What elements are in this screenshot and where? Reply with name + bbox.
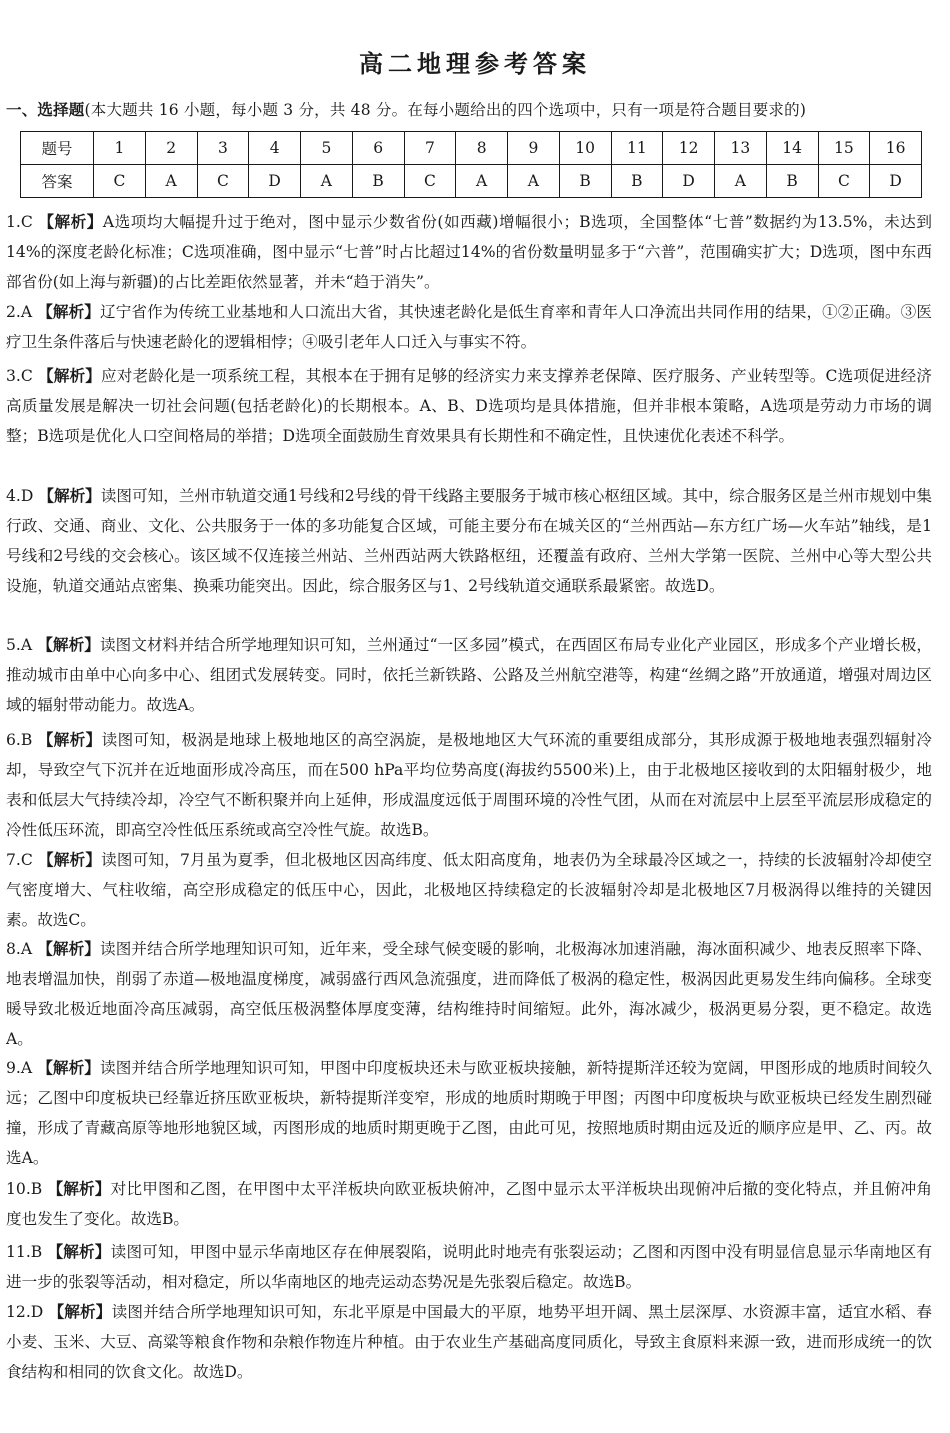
question-number: 2 [145, 132, 197, 165]
explanation-number: 7.C [6, 851, 33, 869]
analysis-tag: 【解析】 [47, 1243, 111, 1261]
row-label-answers: 答案 [21, 165, 94, 198]
explanation-text: 对比甲图和乙图，在甲图中太平洋板块向欧亚板块俯冲，乙图中显示太平洋板块出现俯冲后撤的变化特点，并且俯冲角度也发生了变化。故选B。 [6, 1180, 932, 1228]
explanation-text: A选项均大幅提升过于绝对，图中显示少数省份(如西藏)增幅很小；B选项，全国整体“七普”数据约为13.5%，未达到14%的深度老龄化标准；C选项准确，图中显示“七普”时占比超过14%的省份数量明显多于“六普”，范围确实扩大；D选项，图中东西部省份(如上海与新疆)的占比差距依然显著，并未“趋于消失”。 [6, 213, 932, 291]
explanation-item [0, 845, 950, 935]
explanation-text: 辽宁省作为传统工业基地和人口流出大省，其快速老龄化是低生育率和青年人口净流出共同作用的结果，①②正确。③医疗卫生条件落后与快速老龄化的逻辑相悖；④吸引老年人口迁入与事实不符。 [6, 303, 932, 351]
analysis-tag: 【解析】 [37, 940, 101, 958]
explanation-number: 5.A [6, 636, 33, 654]
section-heading: 一、选择题 [6, 101, 85, 119]
analysis-tag: 【解析】 [37, 731, 102, 749]
explanation-text: 读图并结合所学地理知识可知，近年来，受全球气候变暖的影响，北极海冰加速消融，海冰面积减少、地表反照率下降、地表增温加快，削弱了赤道—极地温度梯度，减弱盛行西风急流强度，进而降低了极涡的稳定性，极涡因此更易发生纬向偏移。全球变暖导致北极近地面冷高压减弱，高空低压极涡整体厚度变薄，结构维持时间缩短。此外，海冰减少，极涡更易分裂，更不稳定。故选A。 [6, 940, 932, 1048]
analysis-tag: 【解析】 [38, 487, 101, 505]
answer-cell: C [94, 165, 146, 198]
answer-cell: A [456, 165, 508, 198]
explanation-number: 8.A [6, 940, 33, 958]
analysis-tag: 【解析】 [38, 213, 103, 231]
question-number: 9 [508, 132, 560, 165]
answer-cell: A [508, 165, 560, 198]
explanation-item [0, 481, 950, 601]
explanation-number: 10.B [6, 1180, 43, 1198]
explanation-number: 9.A [6, 1059, 33, 1077]
explanation-text: 读图并结合所学地理知识可知，甲图中印度板块还未与欧亚板块接触，新特提斯洋还较为宽阔，甲图形成的地质时间较久远；乙图中印度板块已经靠近挤压欧亚板块，新特提斯洋变窄，形成的地质时期晚于甲图；丙图中印度板块与欧亚板块已经发生剧烈碰撞，形成了青藏高原等地形地貌区域，丙图形成的地质时期更晚于乙图，由此可见，按照地质时期由远及近的顺序应是甲、乙、丙。故选A。 [6, 1059, 932, 1167]
explanation-item [0, 207, 950, 297]
question-number: 14 [766, 132, 818, 165]
explanation-item [0, 1237, 950, 1297]
table-row-answers [21, 165, 922, 198]
explanation-text: 读图并结合所学地理知识可知，东北平原是中国最大的平原，地势平坦开阔、黑土层深厚、水资源丰富，适宜水稻、春小麦、玉米、大豆、高粱等粮食作物和杂粮作物连片种植。由于农业生产基础高度同质化，导致主食原料来源一致，进而形成统一的饮食结构和相同的饮食文化。故选D。 [6, 1303, 932, 1381]
explanation-number: 1.C [6, 213, 33, 231]
question-number: 8 [456, 132, 508, 165]
question-number: 3 [197, 132, 249, 165]
question-number: 12 [663, 132, 715, 165]
explanation-number: 4.D [6, 487, 34, 505]
explanation-item [0, 1297, 950, 1387]
question-number: 6 [352, 132, 404, 165]
explanation-item [0, 630, 950, 720]
explanation-item [0, 934, 950, 1054]
explanation-number: 6.B [6, 731, 33, 749]
question-number: 11 [611, 132, 663, 165]
question-number: 13 [715, 132, 767, 165]
answer-cell: B [352, 165, 404, 198]
answer-cell: A [715, 165, 767, 198]
answer-cell: C [197, 165, 249, 198]
explanation-number: 2.A [6, 303, 33, 321]
explanation-text: 读图可知，7月虽为夏季，但北极地区因高纬度、低太阳高度角，地表仍为全球最冷区域之一，持续的长波辐射冷却使空气密度增大、气柱收缩，高空形成稳定的低压中心，因此，北极地区持续稳定的长波辐射冷却是北极地区7月极涡得以维持的关键因素。故选C。 [6, 851, 932, 929]
explanation-item [0, 361, 950, 451]
analysis-tag: 【解析】 [37, 367, 101, 385]
answer-cell: D [663, 165, 715, 198]
explanation-item [0, 1053, 950, 1173]
explanation-number: 11.B [6, 1243, 43, 1261]
explanation-text: 读图可知，兰州市轨道交通1号线和2号线的骨干线路主要服务于城市核心枢纽区域。其中，综合服务区是兰州市规划中集行政、交通、商业、文化、公共服务于一体的多功能复合区域，可能主要分布在城关区的“兰州西站—东方红广场—火车站”轴线，是1号线和2号线的交会核心。该区域不仅连接兰州站、兰州西站两大铁路枢纽，还覆盖有政府、兰州大学第一医院、兰州中心等大型公共设施，轨道交通站点密集、换乘功能突出。因此，综合服务区与1、2号线轨道交通联系最紧密。故选D。 [6, 487, 932, 595]
question-number: 7 [404, 132, 456, 165]
analysis-tag: 【解析】 [37, 851, 102, 869]
explanation-text: 读图可知，极涡是地球上极地地区的高空涡旋，是极地地区大气环流的重要组成部分，其形成源于极地地表强烈辐射冷却，导致空气下沉并在近地面形成冷高压，而在500 hPa平均位势高度(海拔约5500米)上，由于北极地区接收到的太阳辐射极少，地表和低层大气持续冷却，冷空气不断积聚并向上延伸，形成温度远低于周围环境的冷性气团，从而在对流层中上层至平流层形成稳定的冷性低压环流，即高空冷性低压系统或高空冷性气旋。故选B。 [6, 731, 932, 839]
analysis-tag: 【解析】 [37, 1059, 101, 1077]
explanation-text: 读图文材料并结合所学地理知识可知，兰州通过“一区多园”模式，在西固区布局专业化产业园区，形成多个产业增长极，推动城市由单中心向多中心、组团式发展转变。同时，依托兰新铁路、公路及兰州航空港等，构建“丝绸之路”开放通道，增强对周边区域的辐射带动能力。故选A。 [6, 636, 932, 714]
explanation-item [0, 1174, 950, 1234]
question-number: 10 [559, 132, 611, 165]
answer-cell: A [301, 165, 353, 198]
analysis-tag: 【解析】 [48, 1303, 112, 1321]
answer-cell: A [145, 165, 197, 198]
explanation-number: 12.D [6, 1303, 44, 1321]
answer-cell: B [559, 165, 611, 198]
question-number: 4 [249, 132, 301, 165]
answer-cell: D [870, 165, 922, 198]
section-note: (本大题共 16 小题，每小题 3 分，共 48 分。在每小题给出的四个选项中，只有一项是符合题目要求的) [84, 101, 807, 119]
answer-cell: C [818, 165, 870, 198]
explanation-text: 读图可知，甲图中显示华南地区存在伸展裂陷，说明此时地壳有张裂运动；乙图和丙图中没有明显信息显示华南地区有进一步的张裂等活动，相对稳定，所以华南地区的地壳运动态势况是先张裂后稳定。故选B。 [6, 1243, 932, 1291]
explanation-number: 3.C [6, 367, 33, 385]
question-number: 1 [94, 132, 146, 165]
question-number: 15 [818, 132, 870, 165]
answer-table [20, 131, 922, 198]
analysis-tag: 【解析】 [37, 303, 101, 321]
answer-cell: B [611, 165, 663, 198]
section-heading-line [6, 98, 946, 120]
explanation-text: 应对老龄化是一项系统工程，其根本在于拥有足够的经济实力来支撑养老保障、医疗服务、产业转型等。C选项促进经济高质量发展是解决一切社会问题(包括老龄化)的长期根本。A、B、D选项均是具体措施，但并非根本策略，A选项是劳动力市场的调整；B选项是优化人口空间格局的举措；D选项全面鼓励生育效果具有长期性和不确定性，且快速优化表述不科学。 [6, 367, 932, 445]
row-label-numbers: 题号 [21, 132, 94, 165]
page-title: 高二地理参考答案 [359, 50, 591, 78]
analysis-tag: 【解析】 [37, 636, 100, 654]
table-row-numbers [21, 132, 922, 165]
explanation-item [0, 725, 950, 845]
answer-cell: C [404, 165, 456, 198]
answer-cell: D [249, 165, 301, 198]
answer-cell: B [766, 165, 818, 198]
question-number: 16 [870, 132, 922, 165]
explanation-item [0, 297, 950, 357]
analysis-tag: 【解析】 [47, 1180, 111, 1198]
question-number: 5 [301, 132, 353, 165]
